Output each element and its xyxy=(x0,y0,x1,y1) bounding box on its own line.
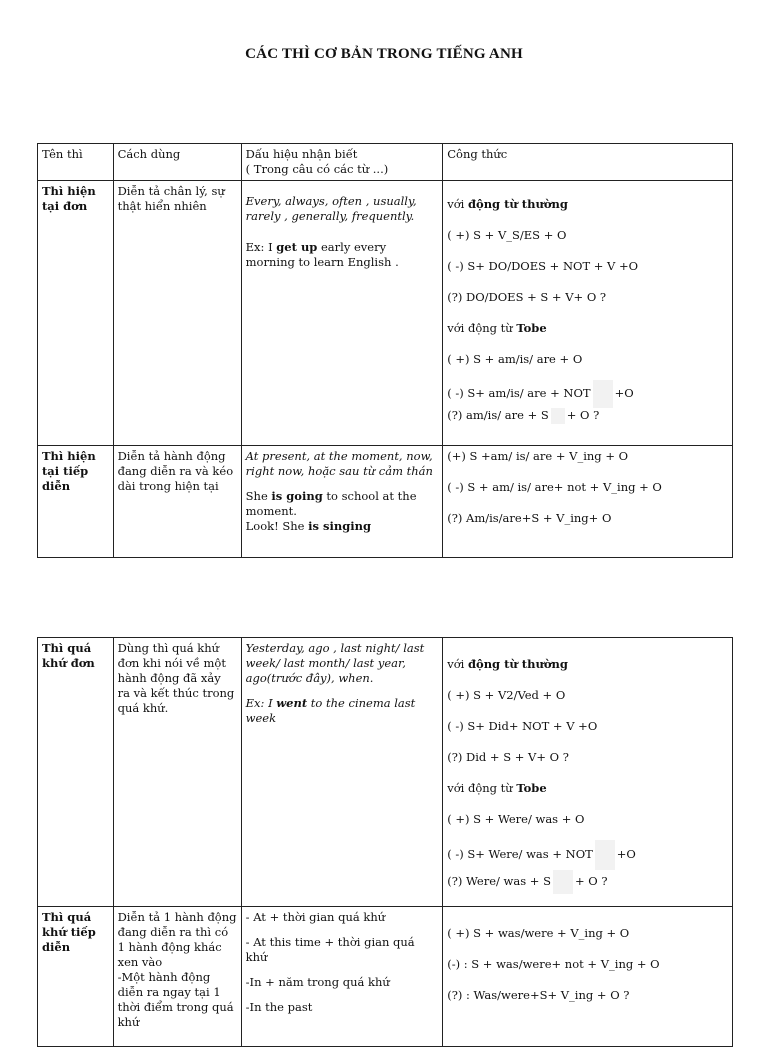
example-rest: to the cinema last week xyxy=(245,696,416,725)
signals-past-simple xyxy=(241,638,443,907)
example-prefix: Ex: I xyxy=(245,240,277,254)
formula-part: +O xyxy=(616,847,636,861)
tense-name-present-simple: Thì hiện tại đơn xyxy=(38,181,114,446)
example-prefix: Look! She xyxy=(245,519,309,533)
heading-prefix: với xyxy=(447,197,468,211)
usage-past-simple: Dùng thì quá khứ đơn khi nói về một hành động đã xảy ra và kết thúc trong quá khứ. xyxy=(113,638,241,907)
heading-bold: động từ thường xyxy=(467,197,568,211)
table-row-present-continuous xyxy=(38,446,733,558)
usage-present-continuous: Diễn tả hành động đang diễn ra và kéo dài trong hiện tại xyxy=(113,446,241,558)
signal-words: At present, at the moment, now, right now, hoặc sau từ cảm thán xyxy=(245,449,433,478)
blank-box xyxy=(593,380,613,408)
header-formula: Công thức xyxy=(443,144,733,181)
heading-prefix: với xyxy=(447,657,468,671)
example-verb: is going xyxy=(271,489,323,503)
formula-question: (?) DO/DOES + S + V+ O ? xyxy=(447,290,607,304)
usage-present-simple: Diễn tả chân lý, sự thật hiển nhiên xyxy=(113,181,241,446)
formula-present-continuous xyxy=(443,446,733,558)
header-tense-name: Tên thì xyxy=(38,144,114,181)
heading-prefix: với động từ xyxy=(447,781,517,795)
blank-box xyxy=(551,408,565,424)
formula-part: (?) am/is/ are + S xyxy=(447,408,549,422)
usage-line-1: Diễn tả 1 hành động đang diễn ra thì có 1 hành động khác xen vào xyxy=(117,910,237,969)
formula-present-simple xyxy=(443,181,733,446)
heading-prefix: với động từ xyxy=(447,321,517,335)
formula-negative: ( -) S + am/ is/ are+ not + V_ing + O xyxy=(447,480,662,494)
formula-regular-verb-heading xyxy=(447,657,728,672)
example-verb: is singing xyxy=(308,519,372,533)
header-usage: Cách dùng xyxy=(113,144,241,181)
usage-line-2: -Một hành động diễn ra ngay tại 1 thời điểm trong quá khứ xyxy=(117,970,234,1029)
tenses-table-past xyxy=(37,637,733,1047)
signal-1: - At + thời gian quá khứ xyxy=(245,910,386,924)
signal-words: Every, always, often , usually, rarely , generally, frequently. xyxy=(245,194,417,223)
formula-negative: (-) : S + was/were+ not + V_ing + O xyxy=(447,957,660,971)
table-header-row xyxy=(38,144,733,181)
formula-affirmative: ( +) S + V_S/ES + O xyxy=(447,228,567,242)
heading-bold: động từ thường xyxy=(467,657,568,671)
formula-tobe-affirmative: ( +) S + Were/ was + O xyxy=(447,812,585,826)
example-sentence xyxy=(246,240,439,270)
example-sentence-2 xyxy=(246,519,439,534)
formula-part: +O xyxy=(614,386,634,400)
formula-affirmative: ( +) S + V2/Ved + O xyxy=(447,688,566,702)
formula-tobe-question xyxy=(447,408,728,424)
example-prefix: She xyxy=(245,489,272,503)
formula-question: (?) Did + S + V+ O ? xyxy=(447,750,569,764)
signals-present-simple xyxy=(241,181,443,446)
example-rest: to school at the moment. xyxy=(245,489,417,518)
example-rest: early every morning to learn English . xyxy=(245,240,399,269)
signal-2: - At this time + thời gian quá khứ xyxy=(245,935,415,964)
formula-question: (?) Am/is/are+S + V_ing+ O xyxy=(447,511,612,525)
blank-box xyxy=(595,840,615,870)
header-signals-line2: ( Trong câu có các từ ...) xyxy=(245,162,389,176)
formula-negative: ( -) S+ DO/DOES + NOT + V +O xyxy=(447,259,639,273)
tense-name-present-continuous: Thì hiện tại tiếp diễn xyxy=(38,446,114,558)
table-row-present-simple xyxy=(38,181,733,446)
formula-part: ( -) S+ Were/ was + NOT xyxy=(447,847,593,861)
usage-past-continuous xyxy=(113,907,241,1047)
header-signals xyxy=(241,144,443,181)
page-title: CÁC THÌ CƠ BẢN TRONG TIẾNG ANH xyxy=(245,46,523,62)
signal-3: -In + năm trong quá khứ xyxy=(245,975,390,989)
formula-affirmative: (+) S +am/ is/ are + V_ing + O xyxy=(447,449,629,463)
example-sentence xyxy=(246,696,439,726)
table-row-past-continuous xyxy=(38,907,733,1047)
formula-tobe-negative xyxy=(447,380,728,408)
formula-tobe-question xyxy=(447,870,728,894)
signals-past-continuous xyxy=(241,907,443,1047)
formula-tobe-affirmative: ( +) S + am/is/ are + O xyxy=(447,352,583,366)
formula-part: + O ? xyxy=(574,874,608,888)
formula-regular-verb-heading xyxy=(447,197,728,212)
heading-bold: Tobe xyxy=(516,321,547,335)
formula-tobe-negative xyxy=(447,840,728,870)
signal-words: Yesterday, ago , last night/ last week/ last month/ last year, ago(trước đây), when. xyxy=(245,641,425,685)
tense-name-past-continuous: Thì quá khứ tiếp diễn xyxy=(38,907,114,1047)
signal-4: -In the past xyxy=(245,1000,313,1014)
formula-tobe-heading xyxy=(447,321,728,336)
formula-tobe-heading xyxy=(447,781,728,796)
signals-present-continuous xyxy=(241,446,443,558)
formula-part: ( -) S+ am/is/ are + NOT xyxy=(447,386,591,400)
header-signals-line1: Dấu hiệu nhận biết xyxy=(245,147,358,161)
example-verb: get up xyxy=(276,240,318,254)
formula-part: (?) Were/ was + S xyxy=(447,874,551,888)
tenses-table-present xyxy=(37,143,733,558)
formula-negative: ( -) S+ Did+ NOT + V +O xyxy=(447,719,598,733)
tense-name-past-simple: Thì quá khứ đơn xyxy=(38,638,114,907)
example-prefix: Ex: I xyxy=(245,696,277,710)
blank-box xyxy=(553,870,573,894)
formula-part: + O ? xyxy=(566,408,600,422)
formula-past-continuous xyxy=(443,907,733,1047)
example-sentence-1 xyxy=(246,489,439,519)
formula-past-simple xyxy=(443,638,733,907)
table-row-past-simple xyxy=(38,638,733,907)
formula-question: (?) : Was/were+S+ V_ing + O ? xyxy=(447,988,630,1002)
example-verb: went xyxy=(276,696,308,710)
heading-bold: Tobe xyxy=(516,781,547,795)
formula-affirmative: ( +) S + was/were + V_ing + O xyxy=(447,926,630,940)
